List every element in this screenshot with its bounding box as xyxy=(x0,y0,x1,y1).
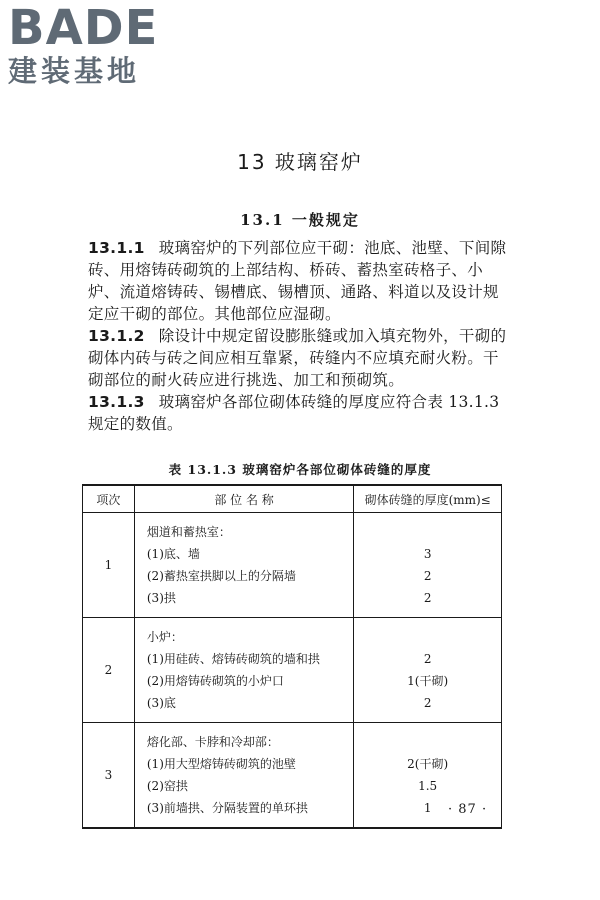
item-number: 1 xyxy=(83,513,135,618)
thickness-value xyxy=(354,731,501,753)
thickness-value: 2(干砌) xyxy=(407,757,449,771)
part-name: (2)用熔铸砖砌筑的小炉口 xyxy=(146,674,284,688)
table-row xyxy=(83,618,502,723)
table-row xyxy=(83,513,502,618)
joint-thickness-table xyxy=(82,484,502,829)
clause-text: 除设计中规定留设膨胀缝或加入填充物外，干砌的砌体内砖与砖之间应相互靠紧，砖缝内不应填充耐火粉。干砌部位的耐火砖应进行挑选、加工和预砌筑。 xyxy=(88,327,507,389)
clause-number: 13.1.3 xyxy=(88,393,145,411)
part-name: 烟道和蓄热室： xyxy=(146,525,231,539)
table-header-row xyxy=(83,485,502,513)
part-name: (1)底、墙 xyxy=(146,547,200,561)
thickness-value xyxy=(354,626,501,648)
part-name: 熔化部、卡脖和冷却部： xyxy=(146,735,279,749)
clause-text: 玻璃窑炉各部位砌体砖缝的厚度应符合表 13.1.3 规定的数值。 xyxy=(88,393,500,433)
clause xyxy=(88,391,508,435)
table-row xyxy=(83,723,502,829)
header-part-name: 部 位 名 称 xyxy=(134,485,353,513)
chapter-title: 13 玻璃窑炉 xyxy=(237,150,363,174)
header-joint-thickness: 砌体砖缝的厚度(mm)≤ xyxy=(354,485,502,513)
page-number: · 87 · xyxy=(448,802,488,817)
part-names xyxy=(134,513,353,618)
thickness-value: 2 xyxy=(423,569,432,583)
clause-text: 玻璃窑炉的下列部位应干砌：池底、池壁、下间隙砖、用熔铸砖砌筑的上部结构、桥砖、蓄热室砖格子、小炉、流道熔铸砖、锡槽底、锡槽顶、通路、料道以及设计规定应干砌的部位。其他部位应湿砌。 xyxy=(88,239,507,323)
logo-brand-text: BADE xyxy=(8,0,159,56)
brand-logo xyxy=(8,0,178,88)
thickness-value: 1(干砌) xyxy=(407,674,449,688)
part-names xyxy=(134,723,353,829)
header-item-no: 项次 xyxy=(83,485,135,513)
thickness-values xyxy=(354,513,502,618)
thickness-value: 1.5 xyxy=(418,779,438,793)
part-name: (2)蓄热室拱脚以上的分隔墙 xyxy=(146,569,296,583)
section-title: 13.1 一般规定 xyxy=(240,211,360,229)
clause-number: 13.1.1 xyxy=(88,239,145,257)
clause-list xyxy=(88,237,508,435)
thickness-value: 2 xyxy=(423,652,432,666)
part-name: (3)拱 xyxy=(146,591,176,605)
clause xyxy=(88,325,508,391)
part-name: (1)用大型熔铸砖砌筑的池壁 xyxy=(146,757,296,771)
table-caption: 表 13.1.3 玻璃窑炉各部位砌体砖缝的厚度 xyxy=(168,462,432,477)
thickness-value: 2 xyxy=(423,591,432,605)
item-number: 3 xyxy=(83,723,135,829)
thickness-value: 3 xyxy=(423,547,432,561)
clause-number: 13.1.2 xyxy=(88,327,145,345)
thickness-value: 2 xyxy=(423,696,432,710)
thickness-value xyxy=(354,521,501,543)
clause xyxy=(88,237,508,325)
part-name: (2)窑拱 xyxy=(146,779,188,793)
logo-sub-text: 建装基地 xyxy=(8,54,141,88)
part-name: 小炉： xyxy=(146,630,183,644)
part-names xyxy=(134,618,353,723)
thickness-values xyxy=(354,618,502,723)
item-number: 2 xyxy=(83,618,135,723)
part-name: (3)前墙拱、分隔装置的单环拱 xyxy=(146,801,308,815)
part-name: (3)底 xyxy=(146,696,176,710)
thickness-value: 1 xyxy=(423,801,432,815)
part-name: (1)用硅砖、熔铸砖砌筑的墙和拱 xyxy=(146,652,320,666)
